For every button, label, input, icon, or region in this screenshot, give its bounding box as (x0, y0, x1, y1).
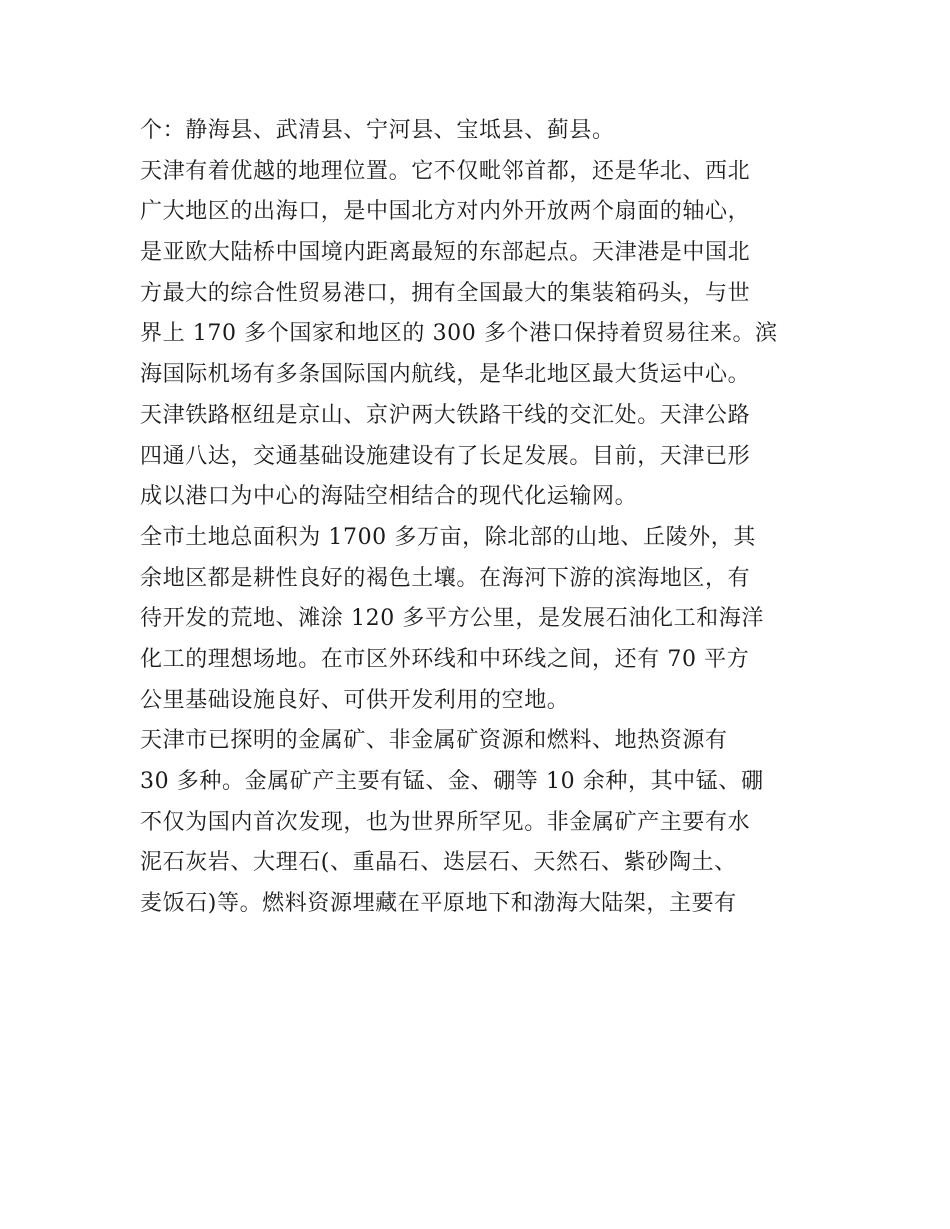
text-line: 四通八达，交通基础设施建设有了长足发展。目前，天津已形 (140, 443, 751, 469)
body-text (140, 111, 830, 925)
text-line: 公里基础设施良好、可供开发利用的空地。 (140, 687, 570, 713)
text-line: 麦饭石)等。燃料资源埋藏在平原地下和渤海大陆架，主要有 (140, 891, 737, 917)
text-line: 广大地区的出海口，是中国北方对内外开放两个扇面的轴心， (140, 199, 751, 225)
text-line: 成以港口为中心的海陆空相结合的现代化运输网。 (140, 484, 638, 510)
text-line: 余地区都是耕性良好的褐色土壤。在海河下游的滨海地区，有 (140, 565, 751, 591)
text-line: 30 多种。金属矿产主要有锰、金、硼等 10 余种，其中锰、硼 (140, 769, 764, 794)
text-line: 天津有着优越的地理位置。它不仅毗邻首都，还是华北、西北 (140, 158, 751, 184)
text-line: 泥石灰岩、大理石(、重晶石、迭层石、天然石、紫砂陶土、 (140, 850, 737, 876)
text-line: 全市土地总面积为 1700 多万亩，除北部的山地、丘陵外，其 (140, 524, 756, 550)
text-line: 待开发的荒地、滩涂 120 多平方公里，是发展石油化工和海洋 (140, 606, 764, 632)
text-line: 海国际机场有多条国际国内航线，是华北地区最大货运中心。 (140, 362, 751, 388)
text-line: 界上 170 多个国家和地区的 300 多个港口保持着贸易往来。滨 (140, 321, 778, 347)
text-line: 天津铁路枢纽是京山、京沪两大铁路干线的交汇处。天津公路 (140, 402, 751, 428)
text-line: 个：静海县、武清县、宁河县、宝坻县、蓟县。 (140, 118, 615, 143)
text-line: 方最大的综合性贸易港口，拥有全国最大的集装箱码头，与世 (140, 280, 751, 306)
text-line: 不仅为国内首次发现，也为世界所罕见。非金属矿产主要有水 (140, 809, 751, 835)
text-line: 是亚欧大陆桥中国境内距离最短的东部起点。天津港是中国北 (140, 240, 751, 266)
text-line: 化工的理想场地。在市区外环线和中环线之间，还有 70 平方 (140, 646, 750, 672)
text-line: 天津市已探明的金属矿、非金属矿资源和燃料、地热资源有 (140, 728, 728, 754)
